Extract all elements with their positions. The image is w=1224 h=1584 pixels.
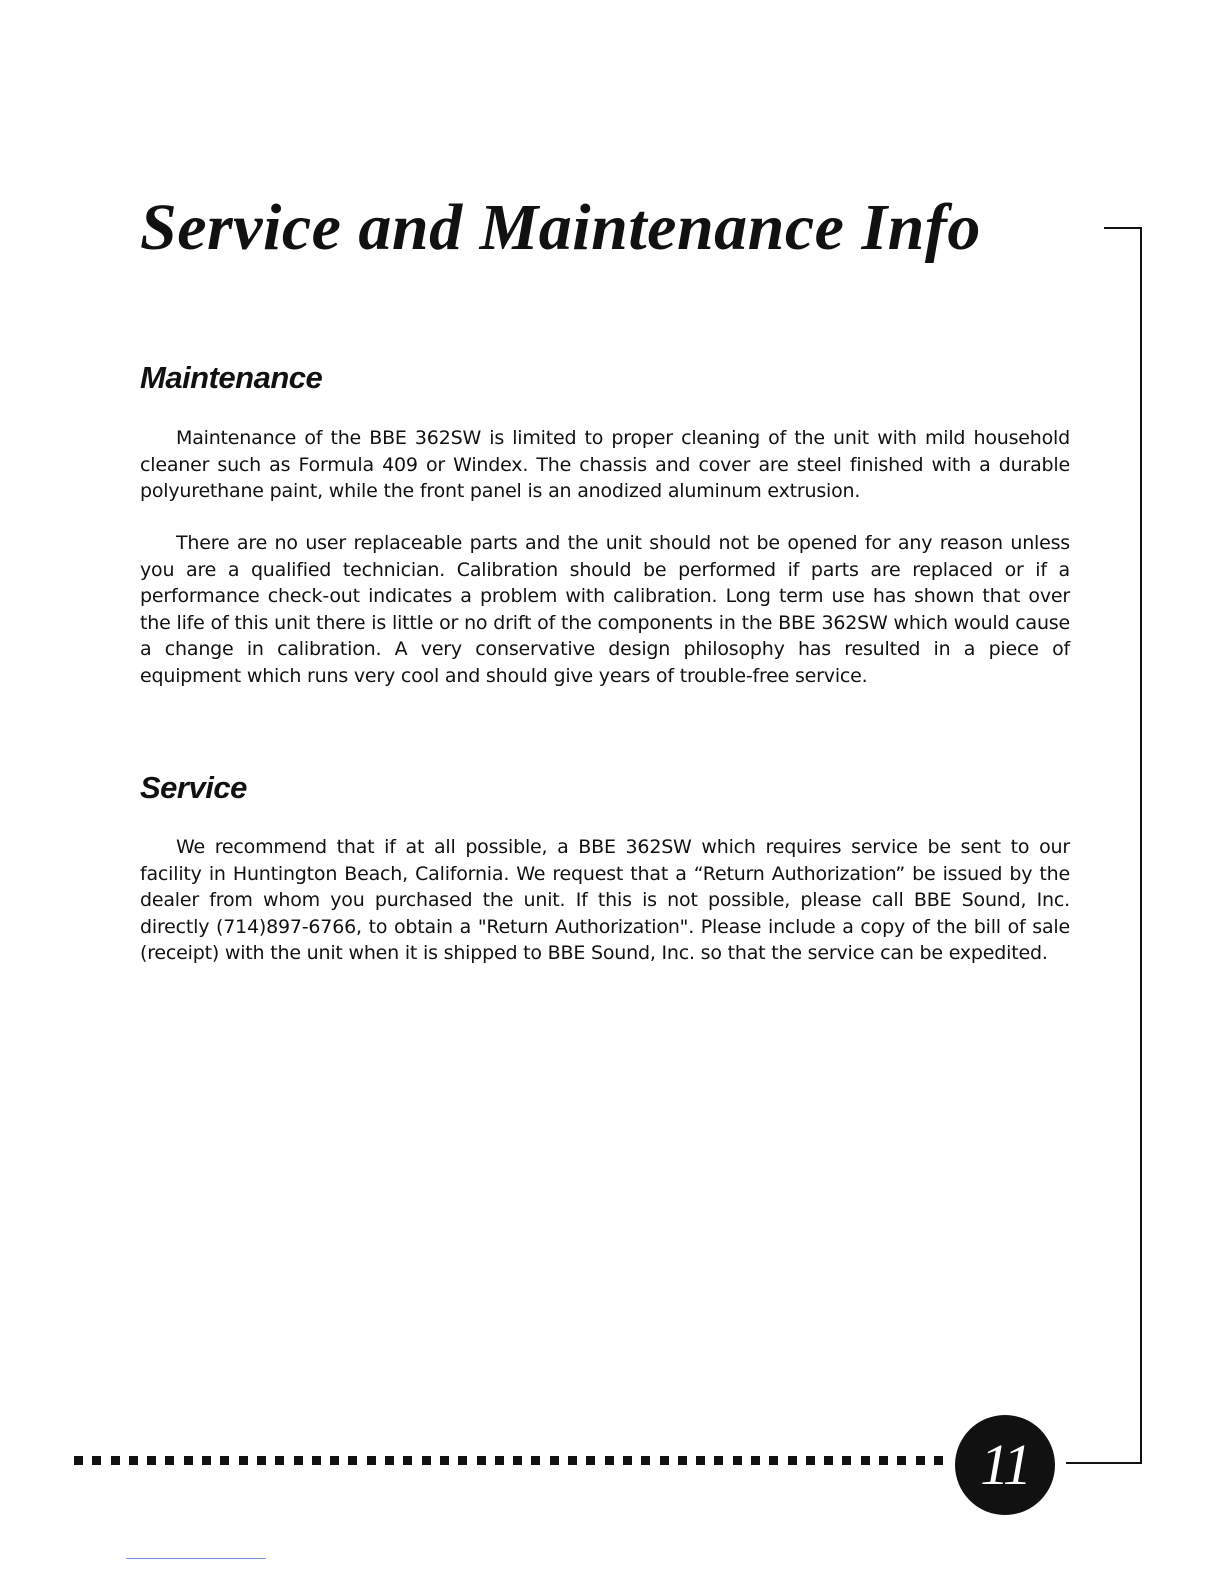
leader-dot [367, 1456, 376, 1465]
leader-dot [477, 1456, 486, 1465]
leader-dot [714, 1456, 723, 1465]
leader-dot [184, 1456, 193, 1465]
leader-dot [165, 1456, 174, 1465]
page-title: Service and Maintenance Info [140, 191, 981, 264]
leader-dot [696, 1456, 705, 1465]
leader-dot [916, 1456, 925, 1465]
leader-dot [495, 1456, 504, 1465]
leader-dot [623, 1456, 632, 1465]
maintenance-paragraph-1: Maintenance of the BBE 362SW is limited to proper cleaning of the unit with mild household cleaner such as Formula 409 or Windex. The chassis and cover are steel finished with a durable polyurethane paint, while the front panel is an anodized aluminum extrusion. [140, 427, 1070, 502]
leader-dot [897, 1456, 906, 1465]
leader-dot [129, 1456, 138, 1465]
maintenance-heading: Maintenance [140, 360, 323, 395]
leader-dot [385, 1456, 394, 1465]
leader-dot [257, 1456, 266, 1465]
frame-right-rule [1140, 227, 1142, 1464]
leader-dot [111, 1456, 120, 1465]
leader-dot [202, 1456, 211, 1465]
service-paragraph-1: We recommend that if at all possible, a BBE 362SW which requires service be sent to our facility in Huntington Beach, California. We request that a “Return Authorization” be issued by the dealer from whom you purchased the unit. If this is not possible, please call BBE Sound, Inc. directly (714)897-6766, to obtain a "Return Authorization". Please include a copy of the bill of sale (receipt) with the unit when it is shipped to BBE Sound, Inc. so that the service can be expedited. [140, 836, 1070, 964]
leader-dot [74, 1456, 83, 1465]
maintenance-paragraph-2: There are no user replaceable parts and the unit should not be opened for any reason unless you are a qualified technician. Calibration should be performed if parts are replaced or if a performance check-out indicates a problem with calibration. Long term use has shown that over the life of this unit there is little or no drift of the components in the BBE 362SW which would cause a change in calibration. A very conservative design philosophy has resulted in a piece of equipment which runs very cool and should give years of trouble-free service. [140, 532, 1070, 687]
bottom-blue-line [126, 1558, 266, 1559]
leader-dot [586, 1456, 595, 1465]
leader-dot [220, 1456, 229, 1465]
leader-dot [788, 1456, 797, 1465]
leader-dot [294, 1456, 303, 1465]
leader-dot [806, 1456, 815, 1465]
leader-dot [879, 1456, 888, 1465]
leader-dot [824, 1456, 833, 1465]
leader-dot [641, 1456, 650, 1465]
leader-dot [330, 1456, 339, 1465]
leader-dot [275, 1456, 284, 1465]
leader-dot [531, 1456, 540, 1465]
leader-dot [751, 1456, 760, 1465]
leader-dot [147, 1456, 156, 1465]
service-heading: Service [140, 770, 247, 805]
leader-dot [678, 1456, 687, 1465]
leader-dot [422, 1456, 431, 1465]
leader-dot [568, 1456, 577, 1465]
leader-dot [403, 1456, 412, 1465]
leader-dot [842, 1456, 851, 1465]
page-number-badge: 11 [955, 1415, 1055, 1515]
leader-dot [458, 1456, 467, 1465]
frame-top-rule [1104, 227, 1142, 229]
leader-dot [934, 1456, 943, 1465]
dot-leader [74, 1456, 948, 1468]
leader-dot [513, 1456, 522, 1465]
leader-dot [312, 1456, 321, 1465]
leader-dot [92, 1456, 101, 1465]
leader-dot [660, 1456, 669, 1465]
leader-dot [769, 1456, 778, 1465]
leader-dot [440, 1456, 449, 1465]
leader-dot [550, 1456, 559, 1465]
leader-dot [348, 1456, 357, 1465]
leader-dot [733, 1456, 742, 1465]
frame-bottom-rule [1066, 1462, 1142, 1464]
leader-dot [861, 1456, 870, 1465]
leader-dot [605, 1456, 614, 1465]
leader-dot [239, 1456, 248, 1465]
